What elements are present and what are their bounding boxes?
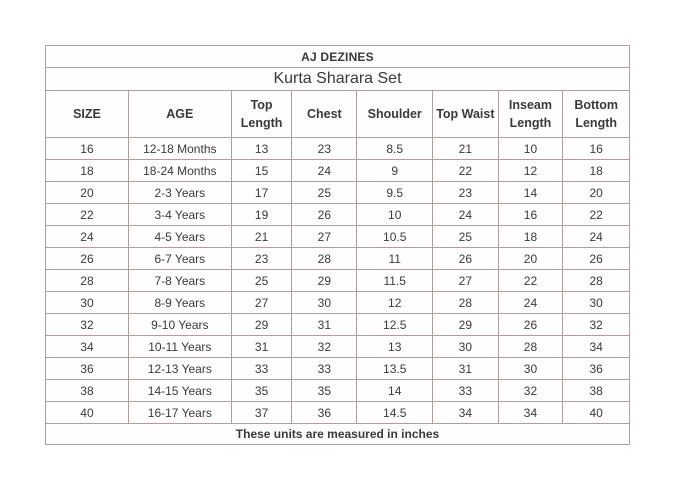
cell: 21 [231,226,292,248]
cell: 26 [292,204,357,226]
table-row-size-30 [46,292,630,314]
table-row-size-32 [46,314,630,336]
cell: 27 [292,226,357,248]
cell: 34 [433,402,498,424]
cell: 38 [563,380,630,402]
cell: 13 [357,336,433,358]
brand-title: AJ DEZINES [46,46,630,68]
cell: 24 [563,226,630,248]
cell: 27 [231,292,292,314]
cell: 24 [46,226,129,248]
table-row-size-26 [46,248,630,270]
cell: 38 [46,380,129,402]
cell: 2-3 Years [128,182,231,204]
cell: 23 [292,138,357,160]
cell: 28 [292,248,357,270]
cell: 30 [563,292,630,314]
table-row-size-28 [46,270,630,292]
column-header-top-length: Top Length [231,91,292,138]
product-title: Kurta Sharara Set [46,68,630,91]
cell: 20 [46,182,129,204]
table-row-size-22 [46,204,630,226]
table-row-size-36 [46,358,630,380]
cell: 33 [292,358,357,380]
cell: 8.5 [357,138,433,160]
cell: 30 [433,336,498,358]
units-note-row [46,424,630,445]
column-header-shoulder: Shoulder [357,91,433,138]
cell: 24 [498,292,563,314]
cell: 18-24 Months [128,160,231,182]
cell: 36 [46,358,129,380]
column-header-age: AGE [128,91,231,138]
cell: 10 [498,138,563,160]
cell: 20 [498,248,563,270]
cell: 40 [46,402,129,424]
table-row-size-16 [46,138,630,160]
cell: 33 [433,380,498,402]
table-row-size-18 [46,160,630,182]
cell: 22 [433,160,498,182]
cell: 26 [498,314,563,336]
size-chart-body [46,46,630,445]
cell: 24 [292,160,357,182]
cell: 23 [433,182,498,204]
cell: 8-9 Years [128,292,231,314]
units-note: These units are measured in inches [46,424,630,445]
column-header-row [46,91,630,138]
cell: 14.5 [357,402,433,424]
cell: 6-7 Years [128,248,231,270]
cell: 14-15 Years [128,380,231,402]
cell: 25 [292,182,357,204]
cell: 13 [231,138,292,160]
cell: 14 [357,380,433,402]
cell: 35 [292,380,357,402]
cell: 32 [292,336,357,358]
cell: 23 [231,248,292,270]
cell: 11 [357,248,433,270]
table-row-size-38 [46,380,630,402]
column-header-size: SIZE [46,91,129,138]
product-title-row [46,68,630,91]
cell: 12 [498,160,563,182]
cell: 28 [498,336,563,358]
cell: 35 [231,380,292,402]
cell: 30 [46,292,129,314]
cell: 24 [433,204,498,226]
cell: 40 [563,402,630,424]
cell: 12-13 Years [128,358,231,380]
column-header-bottom-length: Bottom Length [563,91,630,138]
cell: 33 [231,358,292,380]
cell: 20 [563,182,630,204]
cell: 22 [563,204,630,226]
cell: 34 [563,336,630,358]
cell: 32 [46,314,129,336]
cell: 11.5 [357,270,433,292]
cell: 36 [292,402,357,424]
cell: 25 [231,270,292,292]
cell: 30 [498,358,563,380]
cell: 16 [498,204,563,226]
cell: 9.5 [357,182,433,204]
cell: 17 [231,182,292,204]
cell: 25 [433,226,498,248]
cell: 28 [433,292,498,314]
cell: 16 [46,138,129,160]
cell: 12 [357,292,433,314]
cell: 18 [46,160,129,182]
cell: 18 [498,226,563,248]
cell: 16 [563,138,630,160]
cell: 21 [433,138,498,160]
cell: 19 [231,204,292,226]
cell: 10 [357,204,433,226]
cell: 15 [231,160,292,182]
cell: 12.5 [357,314,433,336]
cell: 22 [46,204,129,226]
table-row-size-24 [46,226,630,248]
cell: 34 [46,336,129,358]
cell: 13.5 [357,358,433,380]
cell: 22 [498,270,563,292]
cell: 31 [433,358,498,380]
column-header-inseam-length: Inseam Length [498,91,563,138]
column-header-chest: Chest [292,91,357,138]
cell: 28 [563,270,630,292]
cell: 27 [433,270,498,292]
cell: 12-18 Months [128,138,231,160]
cell: 7-8 Years [128,270,231,292]
table-row-size-34 [46,336,630,358]
brand-title-row [46,46,630,68]
cell: 9-10 Years [128,314,231,336]
cell: 37 [231,402,292,424]
table-row-size-20 [46,182,630,204]
cell: 29 [292,270,357,292]
cell: 30 [292,292,357,314]
size-chart [45,45,630,445]
cell: 26 [563,248,630,270]
cell: 4-5 Years [128,226,231,248]
cell: 14 [498,182,563,204]
cell: 29 [433,314,498,336]
cell: 29 [231,314,292,336]
cell: 34 [498,402,563,424]
cell: 18 [563,160,630,182]
cell: 3-4 Years [128,204,231,226]
cell: 31 [231,336,292,358]
cell: 10.5 [357,226,433,248]
cell: 10-11 Years [128,336,231,358]
cell: 36 [563,358,630,380]
cell: 32 [498,380,563,402]
table-row-size-40 [46,402,630,424]
cell: 26 [433,248,498,270]
column-header-top-waist: Top Waist [433,91,498,138]
cell: 31 [292,314,357,336]
cell: 28 [46,270,129,292]
cell: 26 [46,248,129,270]
cell: 9 [357,160,433,182]
cell: 32 [563,314,630,336]
cell: 16-17 Years [128,402,231,424]
size-chart-table [45,45,630,445]
